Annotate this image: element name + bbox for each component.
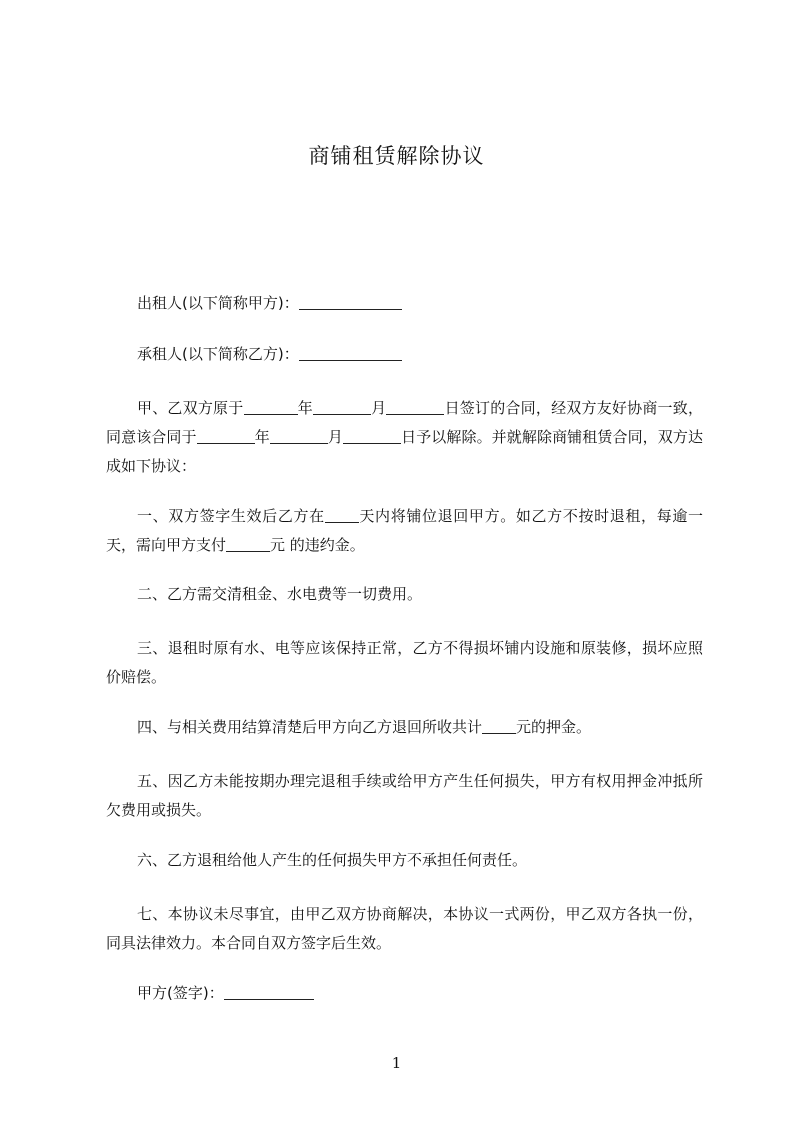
clause-2: 二、乙方需交清租金、水电费等一切费用。 [137, 585, 423, 603]
page-number: 1 [391, 1054, 402, 1072]
clause-4-tail: 元的押金。 [516, 718, 592, 736]
clause-5: 五、因乙方未能按期办理完退租手续或给甲方产生任何损失，甲方有权用押金冲抵所欠费用或损失。 [106, 772, 703, 819]
signature-blank [224, 984, 314, 1000]
clause-7: 七、本协议未尽事宜，由甲乙双方协商解决，本协议一式两份，甲乙双方各执一份，同具法律效力。本合同自双方签字后生效。 [106, 905, 703, 952]
clause-1-mid: 天内将铺位退回甲方。如乙方不按时退租，每逾一天，需向甲方支付 [106, 507, 703, 554]
clause-4-head: 四、与相关费用结算清楚后甲方向乙方退回所收共计 [137, 718, 483, 736]
clause-1 [106, 502, 703, 560]
blank-day-2 [343, 428, 401, 444]
lessee-line [106, 340, 703, 369]
intro-paragraph [106, 394, 703, 481]
intro-year-1: 年 [297, 399, 313, 417]
signature-label: 甲方(签字)： [137, 984, 224, 1002]
clause-4 [106, 713, 703, 742]
blank-day-1 [386, 399, 444, 415]
lessee-blank [299, 345, 402, 361]
intro-month-2: 月 [327, 428, 343, 446]
blank-days [325, 507, 359, 523]
intro-text-2: 日签订的合同，经双方友好协商一致，同意该合同于 [106, 399, 703, 446]
clause-1-head: 一、双方签字生效后乙方在 [137, 507, 325, 525]
document-title: 商铺租赁解除协议 [308, 144, 485, 168]
blank-deposit [482, 718, 516, 734]
clause-1-tail: 元 的违约金。 [270, 536, 365, 554]
intro-text-3: 日予以解除。并就解除商铺租赁合同，双方达成如下协议： [106, 428, 703, 475]
blank-year-1 [244, 399, 298, 415]
lessor-blank [299, 294, 402, 310]
blank-year-2 [197, 428, 255, 444]
intro-year-2: 年 [254, 428, 270, 446]
intro-month-1: 月 [370, 399, 387, 417]
blank-month-2 [270, 428, 328, 444]
clause-6: 六、乙方退租给他人产生的任何损失甲方不承担任何责任。 [137, 851, 528, 869]
blank-month-1 [313, 399, 371, 415]
intro-text-1: 甲、乙双方原于 [137, 399, 244, 417]
clause-3: 三、退租时原有水、电等应该保持正常，乙方不得损坏铺内设施和原装修，损坏应照价赔偿。 [106, 639, 703, 686]
lessee-label: 承租人(以下简称乙方)： [137, 345, 299, 363]
blank-penalty [226, 536, 270, 552]
lessor-line [106, 289, 703, 318]
signature-line [106, 979, 703, 1008]
lessor-label: 出租人(以下简称甲方)： [137, 294, 299, 312]
